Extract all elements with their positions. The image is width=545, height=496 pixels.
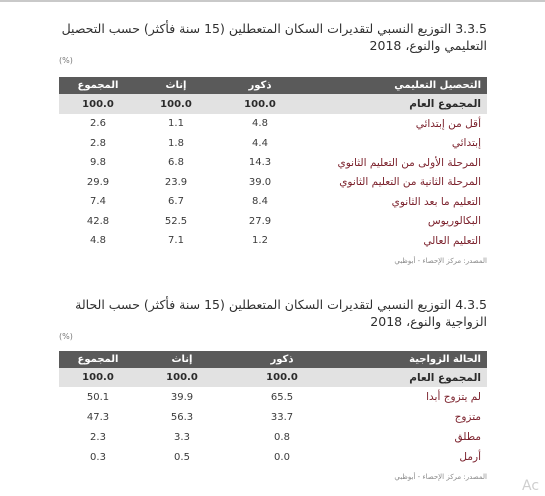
cell-total: 4.8 — [90, 235, 106, 247]
top-divider — [0, 0, 545, 2]
row-label: مطلق — [454, 431, 481, 443]
table2-header-females: إناث — [137, 351, 227, 368]
table2-title-text: التوزيع النسبي لتقديرات السكان المتعطلين (15 سنة فأكثر) حسب الحالة الزواجية والنوع، 2018 — [75, 297, 487, 329]
table1-header-row — [59, 77, 487, 94]
table1-header-males: ذكور — [215, 77, 305, 94]
cell-females: 1.8 — [168, 137, 184, 149]
corner-watermark-text: Ac — [522, 478, 540, 494]
table-row — [59, 173, 487, 193]
cell-total: 0.3 — [90, 451, 106, 463]
table-row — [59, 192, 487, 212]
table2-total-row — [59, 368, 487, 387]
row-label: المجموع العام — [337, 368, 487, 387]
cell-total: 29.9 — [86, 176, 110, 188]
row-label: التعليم العالي — [423, 234, 481, 247]
row-label: أقل من إبتدائي — [415, 117, 481, 130]
table-row — [59, 114, 487, 134]
cell-males: 4.4 — [252, 137, 268, 149]
cell-males: 33.7 — [270, 411, 294, 423]
table-row — [59, 447, 487, 467]
cell-total: 2.3 — [90, 431, 106, 443]
cell-females: 6.8 — [168, 157, 184, 169]
table-row — [59, 153, 487, 173]
table1-number: 3.3.5 — [455, 21, 487, 36]
cell-males: 39.0 — [248, 176, 272, 188]
table2-section — [59, 296, 487, 481]
row-label: المرحلة الأولى من التعليم الثانوي — [337, 156, 481, 169]
table2-header-row — [59, 351, 487, 368]
table-row — [59, 427, 487, 447]
cell-total: 2.6 — [90, 118, 106, 130]
cell-males: 0.0 — [274, 451, 290, 463]
cell-females: 100.0 — [137, 368, 227, 387]
cell-total: 50.1 — [86, 391, 110, 403]
row-label: التعليم ما بعد الثانوي — [391, 195, 481, 208]
cell-males: 0.8 — [274, 431, 290, 443]
cell-females: 52.5 — [164, 215, 188, 227]
table-row — [59, 231, 487, 251]
cell-males: 27.9 — [248, 215, 272, 227]
row-label: البكالوريوس — [427, 215, 481, 228]
table1-unit: (%) — [59, 56, 73, 65]
cell-females: 3.3 — [174, 431, 190, 443]
table1-header-total: المجموع — [59, 77, 137, 94]
cell-males: 4.8 — [252, 118, 268, 130]
table1-title — [59, 20, 487, 54]
row-label: لم يتزوج أبدا — [426, 391, 481, 403]
cell-males: 100.0 — [215, 94, 305, 114]
cell-females: 7.1 — [168, 235, 184, 247]
cell-total: 42.8 — [86, 215, 110, 227]
table-row — [59, 387, 487, 407]
row-label: إبتدائي — [451, 137, 481, 150]
row-label: المرحلة الثانية من التعليم الثانوي — [339, 176, 481, 189]
cell-females: 0.5 — [174, 451, 190, 463]
table2 — [59, 351, 487, 467]
table1-section — [59, 20, 487, 265]
cell-total: 100.0 — [59, 94, 137, 114]
table2-header-category: الحالة الزواجية — [337, 351, 487, 368]
cell-total: 9.8 — [90, 157, 106, 169]
cell-females: 56.3 — [170, 411, 194, 423]
cell-total: 7.4 — [90, 196, 106, 208]
table1-total-row — [59, 94, 487, 114]
cell-females: 6.7 — [168, 196, 184, 208]
cell-females: 1.1 — [168, 118, 184, 130]
table2-source: المصدر: مركز الإحصاء - أبوظبي — [394, 473, 487, 481]
row-label: متزوج — [454, 411, 481, 423]
row-label: المجموع العام — [305, 94, 487, 114]
row-label: أرمل — [459, 451, 481, 463]
cell-males: 1.2 — [252, 235, 268, 247]
cell-total: 2.8 — [90, 137, 106, 149]
table2-number: 4.3.5 — [455, 297, 487, 312]
table1-header-category: التحصيل التعليمي — [305, 77, 487, 94]
cell-males: 100.0 — [227, 368, 337, 387]
table1-source: المصدر: مركز الإحصاء - أبوظبي — [394, 256, 487, 265]
table2-header-males: ذكور — [227, 351, 337, 368]
table-row — [59, 212, 487, 232]
table2-header-total: المجموع — [59, 351, 137, 368]
table1-title-text: التوزيع النسبي لتقديرات السكان المتعطلين (15 سنة فأكثر) حسب التحصيل التعليمي والنوع، 2018 — [61, 21, 487, 53]
cell-females: 39.9 — [170, 391, 194, 403]
cell-males: 65.5 — [270, 391, 294, 403]
table1 — [59, 77, 487, 251]
table1-header-females: إناث — [137, 77, 215, 94]
table2-title — [59, 296, 487, 330]
cell-females: 23.9 — [164, 176, 188, 188]
table-row — [59, 134, 487, 154]
cell-females: 100.0 — [137, 94, 215, 114]
cell-males: 14.3 — [248, 157, 272, 169]
cell-males: 8.4 — [252, 196, 268, 208]
cell-total: 100.0 — [59, 368, 137, 387]
cell-total: 47.3 — [86, 411, 110, 423]
table2-unit: (%) — [59, 332, 73, 341]
table-row — [59, 407, 487, 427]
